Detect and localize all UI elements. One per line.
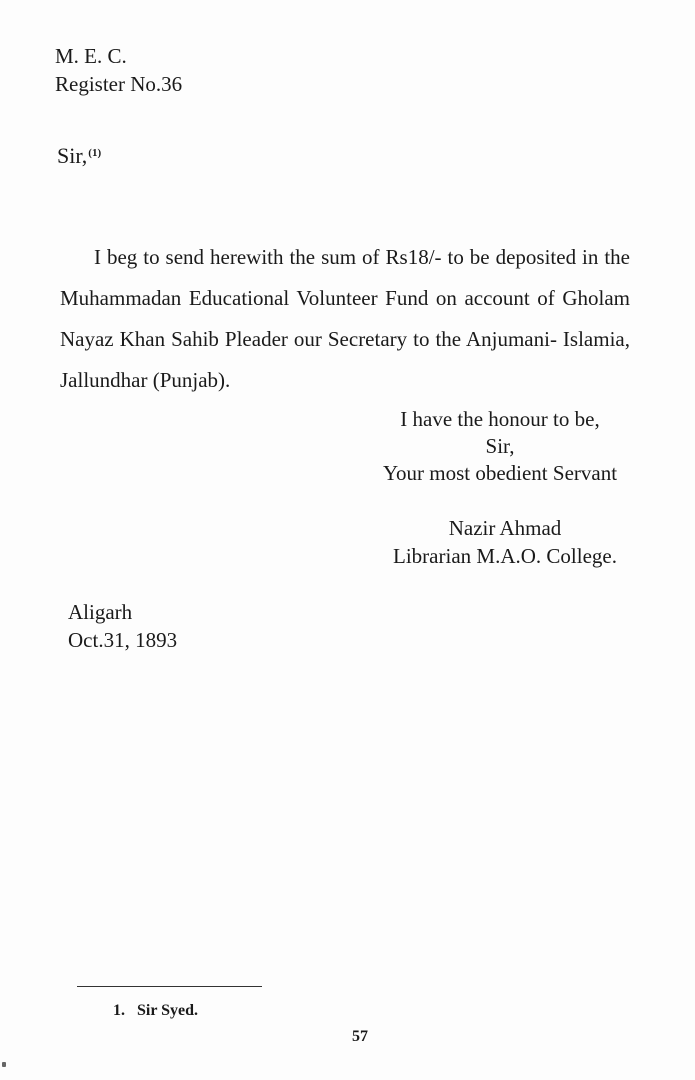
closing-line-2: Sir, [485, 434, 515, 458]
page-number: 57 [352, 1028, 368, 1045]
footnote-reference: (1) [88, 147, 102, 159]
footnote-number: 1. [113, 1002, 125, 1019]
letter-header [55, 42, 182, 98]
complimentary-close [360, 406, 640, 487]
signatory-title: Librarian M.A.O. College. [393, 544, 617, 568]
letter-body-paragraph: I beg to send herewith the sum of Rs18/- to be deposited in the Muhammadan Educational Volunteer Fund on account of Gholam Nayaz Khan Sahib Pleader our Secretary to the Anjumani- Islamia, Jallundhar (Punjab). [60, 245, 630, 392]
place: Aligarh [68, 600, 133, 624]
footnote [113, 1000, 198, 1022]
scan-speck [2, 1062, 6, 1067]
closing-line-1: I have the honour to be, [400, 407, 600, 431]
header-org: M. E. C. [55, 44, 127, 68]
signatory-name: Nazir Ahmad [448, 516, 562, 540]
salutation [57, 142, 101, 170]
date: Oct.31, 1893 [68, 628, 178, 652]
header-register-number: Register No.36 [55, 72, 183, 96]
salutation-text: Sir, [57, 143, 88, 168]
footnote-divider [77, 986, 262, 987]
closing-line-3: Your most obedient Servant [382, 461, 618, 485]
signature-block [365, 514, 645, 570]
footnote-text: Sir Syed. [137, 1002, 199, 1019]
place-and-date [68, 598, 177, 654]
